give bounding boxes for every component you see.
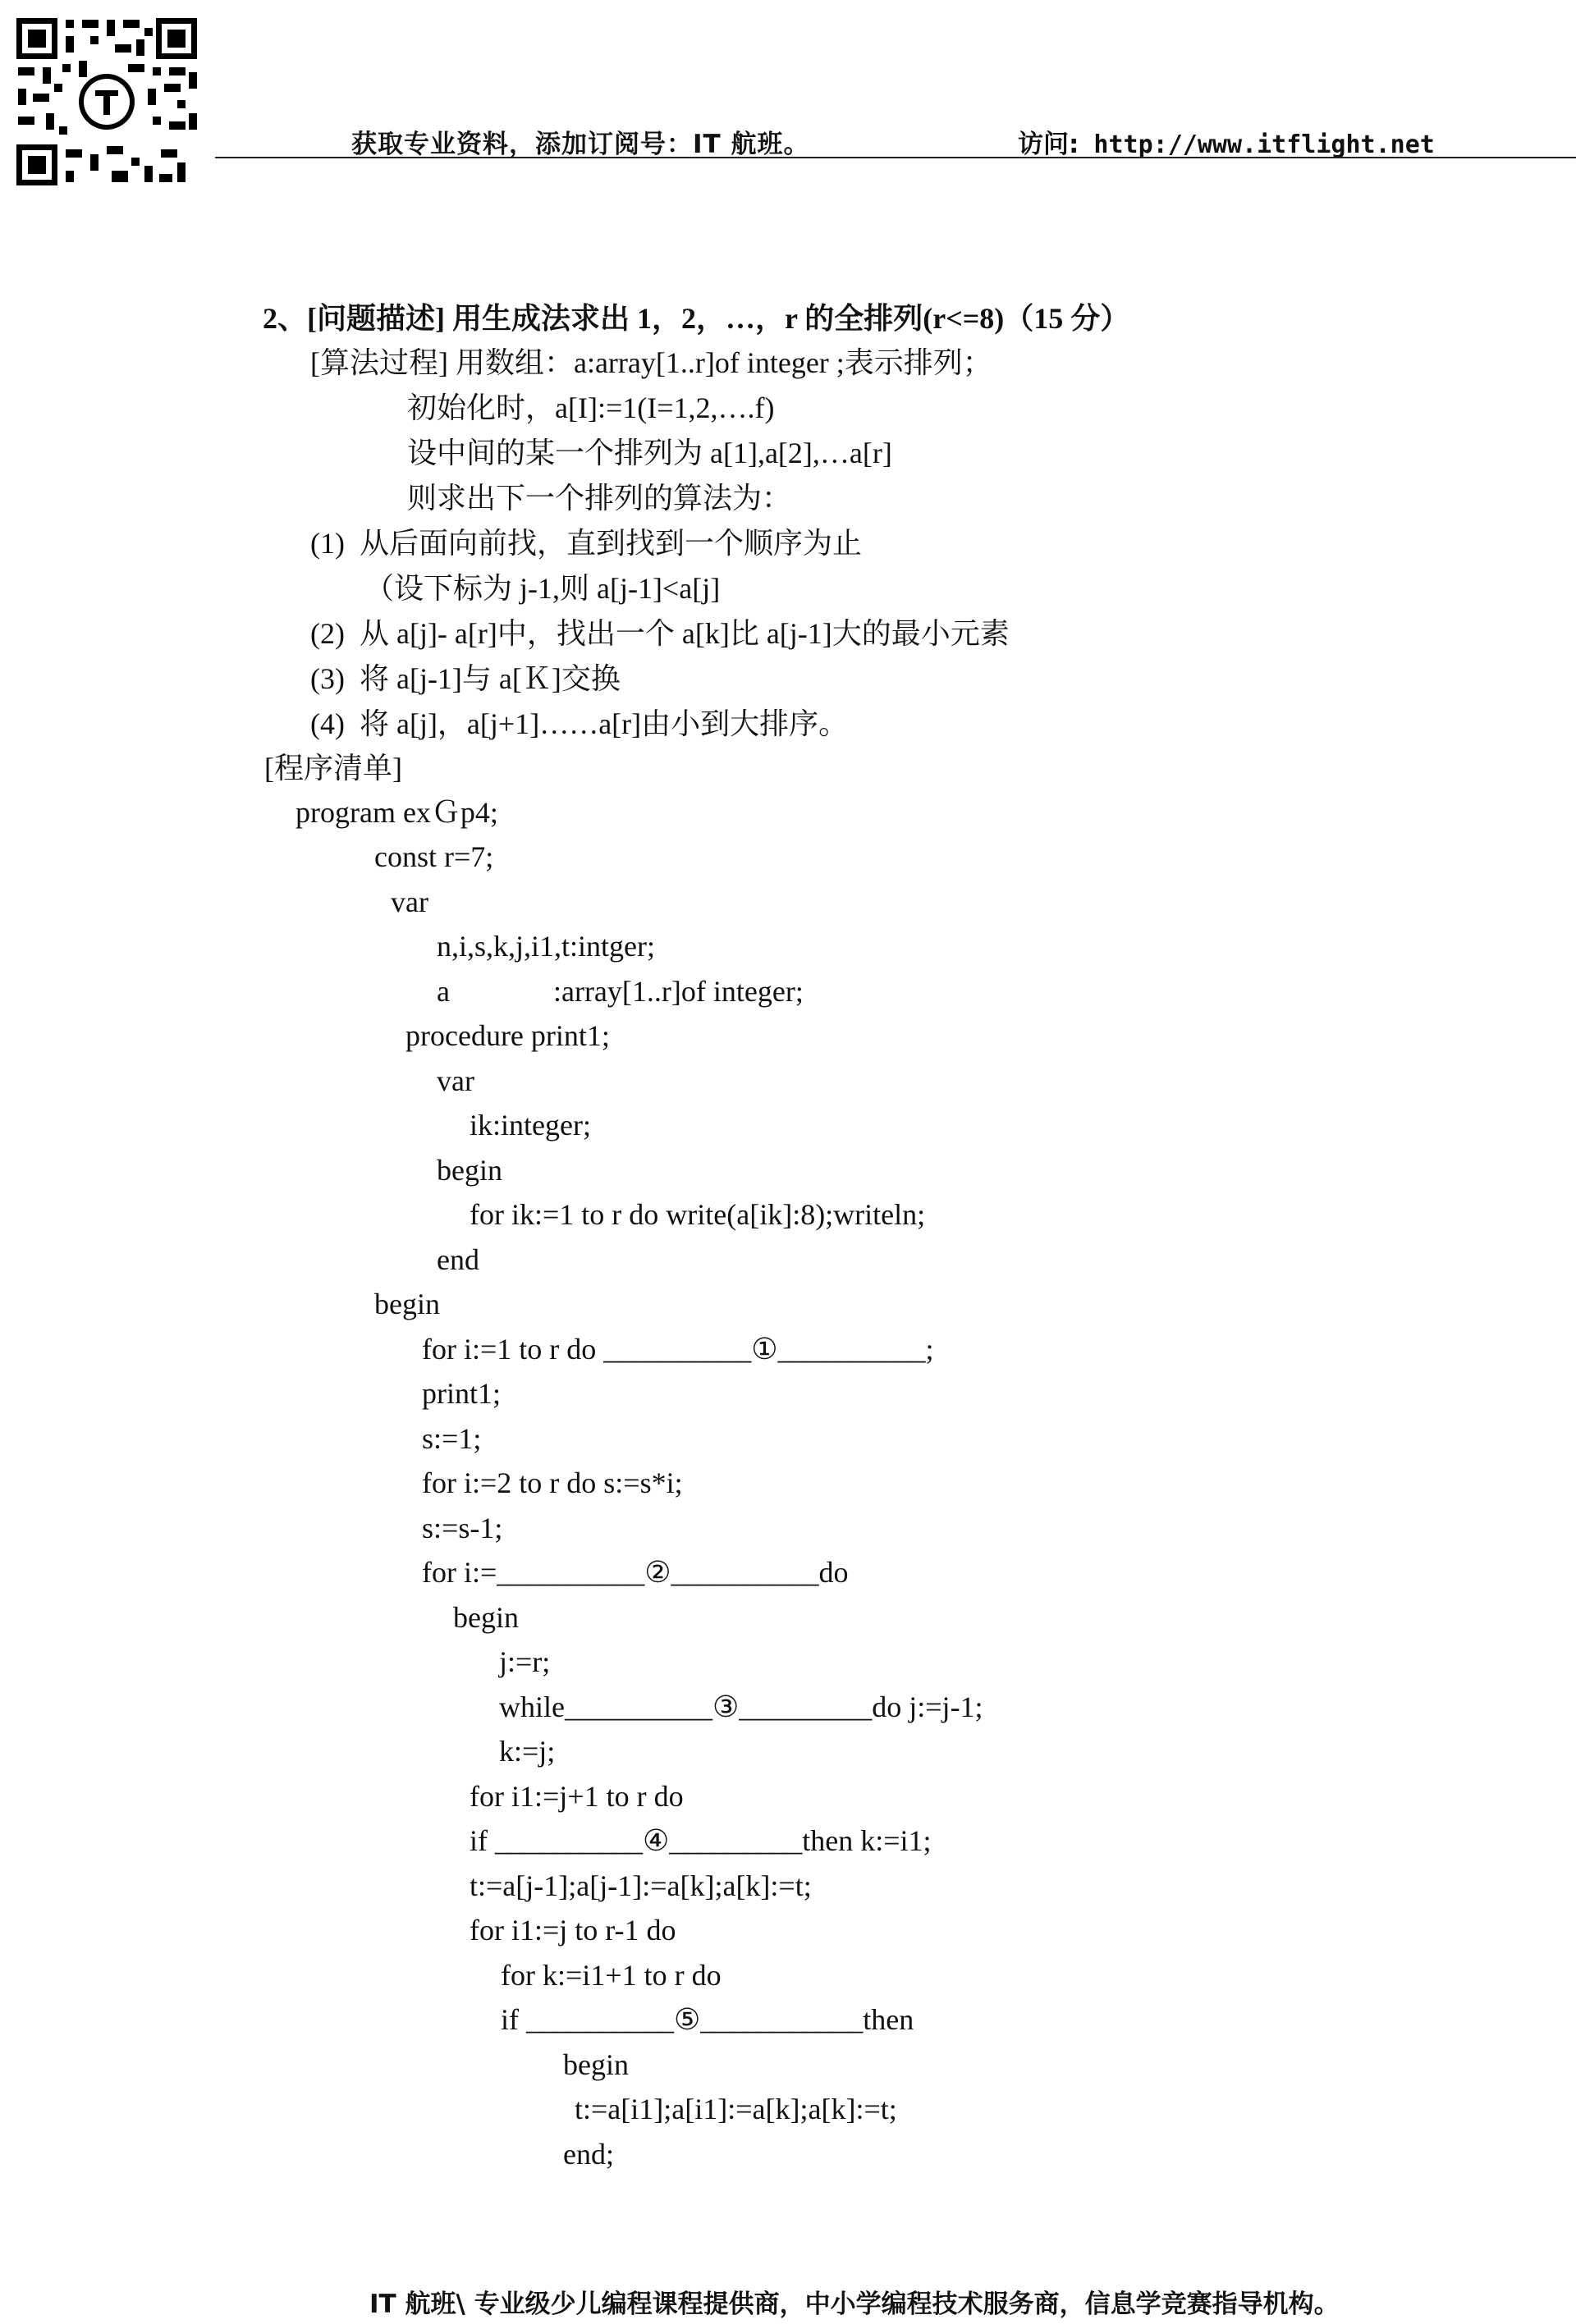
code-line: begin bbox=[437, 1154, 502, 1187]
code-line: begin bbox=[453, 1601, 519, 1634]
code-blank-3: while__________③_________do j:=j-1; bbox=[499, 1690, 983, 1723]
header-promo-text: 获取专业资料，添加订阅号：IT 航班。 bbox=[351, 130, 810, 159]
code-line: begin bbox=[563, 2048, 629, 2081]
qr-code bbox=[13, 15, 200, 189]
code-line: for ik:=1 to r do write(a[ik]:8);writeln; bbox=[470, 1198, 926, 1231]
header-divider bbox=[215, 157, 1576, 158]
code-line: end bbox=[437, 1243, 479, 1276]
code-blank-2: for i:=__________②__________do bbox=[422, 1556, 849, 1589]
algorithm-line: 则求出下一个排列的算法为： bbox=[407, 482, 792, 515]
code-line: const r=7; bbox=[374, 840, 494, 873]
algorithm-heading: [算法过程] 用数组：a:array[1..r]of integer ;表示排列； bbox=[310, 346, 992, 379]
code-line: for k:=i1+1 to r do bbox=[501, 1959, 722, 1992]
code-blank-1: for i:=1 to r do __________①__________; bbox=[422, 1333, 934, 1366]
algorithm-line: 初始化时，a[I]:=1(I=1,2,….f) bbox=[407, 391, 775, 424]
code-line: k:=j; bbox=[499, 1735, 556, 1768]
code-line: n,i,s,k,j,i1,t:intger; bbox=[437, 930, 655, 963]
header-visit bbox=[1018, 123, 1435, 160]
code-line: s:=s-1; bbox=[422, 1512, 503, 1544]
code-line: t:=a[j-1];a[j-1]:=a[k];a[k]:=t; bbox=[470, 1869, 812, 1902]
algorithm-step: (2) 从 a[j]- a[r]中，找出一个 a[k]比 a[j-1]大的最小元素 bbox=[310, 617, 1010, 650]
header-visit-label: 访问: bbox=[1018, 130, 1079, 159]
code-line: print1; bbox=[422, 1377, 501, 1410]
code-line: for i:=2 to r do s:=s*i; bbox=[422, 1466, 683, 1499]
code-line: s:=1; bbox=[422, 1422, 482, 1455]
code-blank-4: if __________④_________then k:=i1; bbox=[470, 1824, 932, 1857]
code-line: a :array[1..r]of integer; bbox=[437, 975, 804, 1008]
listing-title: [程序清单] bbox=[264, 752, 402, 785]
algorithm-line: 设中间的某一个排列为 a[1],a[2],…a[r] bbox=[407, 437, 892, 469]
code-line: j:=r; bbox=[499, 1645, 551, 1678]
code-blank-5: if __________⑤___________then bbox=[501, 2003, 914, 2036]
code-line: procedure print1; bbox=[405, 1019, 610, 1052]
algorithm-step: (4) 将 a[j]，a[j+1]……a[r]由小到大排序。 bbox=[310, 707, 849, 740]
algorithm-step: (3) 将 a[j-1]与 a[Ｋ]交换 bbox=[310, 662, 621, 695]
code-line: for i1:=j+1 to r do bbox=[470, 1780, 684, 1813]
header-url[interactable]: http://www.itflight.net bbox=[1093, 130, 1435, 159]
code-line: var bbox=[437, 1064, 474, 1097]
footer-text: IT 航班\ 专业级少儿编程课程提供商，中小学编程技术服务商，信息学竞赛指导机构。 bbox=[369, 2290, 1340, 2319]
algorithm-step-note: （设下标为 j-1,则 a[j-1]<a[j] bbox=[364, 572, 721, 605]
code-line: program exＧp4; bbox=[296, 796, 498, 829]
algorithm-step: (1) 从后面向前找，直到找到一个顺序为止 bbox=[310, 527, 862, 560]
code-line: for i1:=j to r-1 do bbox=[470, 1914, 676, 1947]
code-line: end; bbox=[563, 2138, 614, 2171]
code-line: t:=a[i1];a[i1]:=a[k];a[k]:=t; bbox=[575, 2093, 897, 2125]
question-title: 2、[问题描述] 用生成法求出 1，2，…，r 的全排列(r<=8)（15 分） bbox=[263, 302, 1130, 335]
code-line: var bbox=[391, 885, 428, 918]
code-line: ik:integer; bbox=[470, 1109, 591, 1141]
code-line: begin bbox=[374, 1288, 440, 1320]
